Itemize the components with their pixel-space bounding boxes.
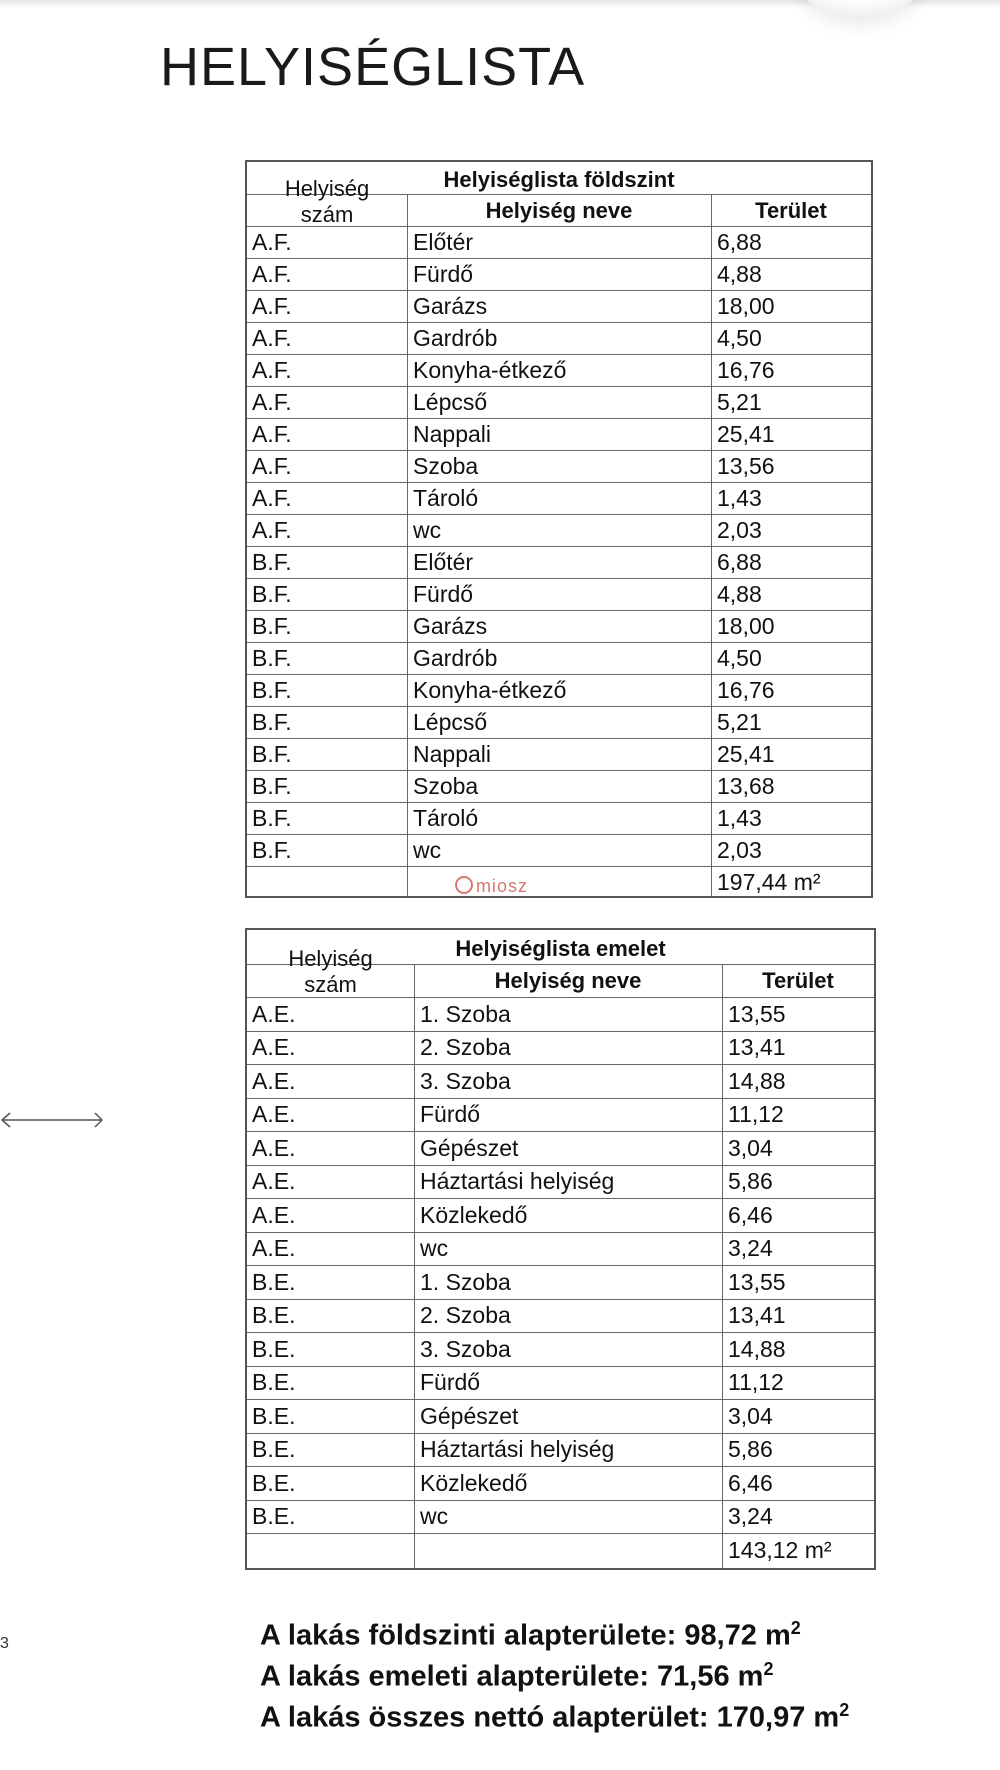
column-header-name: Helyiség neve — [485, 198, 633, 223]
room-name: Szoba — [413, 773, 479, 799]
room-number: A.F. — [252, 453, 292, 479]
upper-floor-table — [245, 928, 876, 1570]
summary-upper-unit: 2 — [763, 1659, 774, 1679]
row-divider — [247, 866, 871, 867]
room-name: wc — [413, 837, 442, 863]
room-number: A.F. — [252, 229, 292, 255]
room-name: Közlekedő — [420, 1469, 528, 1496]
room-area: 25,41 — [717, 741, 775, 767]
room-area: 4,88 — [717, 261, 762, 287]
room-area: 5,21 — [717, 709, 762, 735]
room-area: 3,24 — [728, 1503, 773, 1530]
room-number: A.E. — [252, 1235, 296, 1262]
ground-floor-table — [245, 160, 873, 898]
margin-number: 3 — [0, 1635, 9, 1652]
room-name: Fürdő — [413, 261, 474, 287]
row-divider — [247, 226, 871, 227]
row-divider — [247, 1299, 874, 1300]
row-divider — [247, 1131, 874, 1132]
row-divider — [247, 418, 871, 419]
column-header-name: Helyiség neve — [494, 968, 642, 994]
room-area: 14,88 — [728, 1335, 786, 1362]
room-number: B.E. — [252, 1302, 296, 1329]
watermark-logo-icon — [455, 876, 473, 894]
room-area: 3,04 — [728, 1402, 773, 1429]
summary-total-area — [260, 1700, 849, 1735]
room-area: 13,41 — [728, 1302, 786, 1329]
room-number: B.E. — [252, 1503, 296, 1530]
room-area: 13,41 — [728, 1034, 786, 1061]
room-name: Konyha-étkező — [413, 357, 567, 383]
room-number: B.F. — [252, 677, 292, 703]
room-name: Garázs — [413, 613, 488, 639]
row-divider — [247, 1433, 874, 1434]
summary-upper-text: A lakás emeleti alapterülete: 71,56 m — [260, 1660, 764, 1693]
row-divider — [247, 386, 871, 387]
total-area: 197,44 m² — [717, 869, 821, 895]
room-name: Lépcső — [413, 389, 488, 415]
column-header-number: Helyiség szám — [284, 176, 370, 227]
row-divider — [247, 1500, 874, 1501]
room-area: 2,03 — [717, 837, 762, 863]
summary-upper-area — [260, 1659, 773, 1694]
room-area: 16,76 — [717, 677, 775, 703]
row-divider — [247, 1399, 874, 1400]
room-number: B.E. — [252, 1402, 296, 1429]
row-divider — [247, 450, 871, 451]
row-divider — [247, 514, 871, 515]
room-area: 18,00 — [717, 293, 775, 319]
row-divider — [247, 1466, 874, 1467]
room-area: 1,43 — [717, 805, 762, 831]
room-number: B.F. — [252, 709, 292, 735]
room-area: 13,56 — [717, 453, 775, 479]
row-divider — [247, 1198, 874, 1199]
room-number: B.E. — [252, 1335, 296, 1362]
table-title: Helyiséglista emelet — [455, 935, 666, 961]
room-name: Gardrób — [413, 645, 498, 671]
room-number: B.E. — [252, 1268, 296, 1295]
room-name: Előtér — [413, 229, 474, 255]
row-divider — [247, 1232, 874, 1233]
room-number: A.F. — [252, 389, 292, 415]
row-divider — [247, 1265, 874, 1266]
room-area: 6,46 — [728, 1469, 773, 1496]
room-name: Konyha-étkező — [413, 677, 567, 703]
row-divider — [247, 1533, 874, 1534]
room-area: 4,50 — [717, 325, 762, 351]
room-area: 4,50 — [717, 645, 762, 671]
row-divider — [247, 1366, 874, 1367]
row-divider — [247, 1332, 874, 1333]
room-name: Nappali — [413, 741, 491, 767]
table-title: Helyiséglista földszint — [443, 167, 675, 192]
column-divider — [407, 194, 408, 896]
room-name: Tároló — [413, 805, 479, 831]
room-number: A.E. — [252, 1168, 296, 1195]
row-divider — [247, 997, 874, 998]
room-number: A.F. — [252, 325, 292, 351]
row-divider — [247, 706, 871, 707]
room-number: A.F. — [252, 293, 292, 319]
room-name: Fürdő — [420, 1101, 481, 1128]
room-area: 5,86 — [728, 1168, 773, 1195]
room-number: B.F. — [252, 549, 292, 575]
row-divider — [247, 578, 871, 579]
room-area: 4,88 — [717, 581, 762, 607]
room-number: A.E. — [252, 1201, 296, 1228]
room-name: Szoba — [413, 453, 479, 479]
room-name: Háztartási helyiség — [420, 1168, 615, 1195]
room-area: 3,24 — [728, 1235, 773, 1262]
room-name: wc — [420, 1503, 449, 1530]
room-area: 3,04 — [728, 1134, 773, 1161]
room-name: Fürdő — [420, 1369, 481, 1396]
room-area: 13,55 — [728, 1268, 786, 1295]
room-number: B.F. — [252, 581, 292, 607]
room-number: A.F. — [252, 517, 292, 543]
row-divider — [247, 1098, 874, 1099]
column-header-number: Helyiség szám — [288, 945, 373, 997]
room-name: Garázs — [413, 293, 488, 319]
room-number: B.F. — [252, 805, 292, 831]
summary-ground-text: A lakás földszinti alapterülete: 98,72 m — [260, 1619, 791, 1652]
room-number: B.F. — [252, 773, 292, 799]
room-area: 11,12 — [728, 1101, 784, 1128]
watermark — [455, 876, 528, 897]
room-name: Tároló — [413, 485, 479, 511]
double-arrow-icon — [0, 1110, 105, 1130]
row-divider — [247, 322, 871, 323]
column-header-area: Terület — [762, 968, 834, 994]
summary-total-text: A lakás összes nettó alapterület: 170,97 m — [260, 1701, 840, 1734]
column-divider — [711, 194, 712, 896]
room-number: A.E. — [252, 1067, 296, 1094]
room-name: wc — [413, 517, 442, 543]
row-divider — [247, 354, 871, 355]
room-name: Lépcső — [413, 709, 488, 735]
room-name: 2. Szoba — [420, 1034, 511, 1061]
room-name: 1. Szoba — [420, 1268, 511, 1295]
room-name: Háztartási helyiség — [420, 1436, 615, 1463]
row-divider — [247, 546, 871, 547]
room-number: B.F. — [252, 741, 292, 767]
row-divider — [247, 482, 871, 483]
summary-ground-area — [260, 1618, 801, 1653]
room-name: 3. Szoba — [420, 1067, 511, 1094]
room-area: 1,43 — [717, 485, 762, 511]
row-divider — [247, 610, 871, 611]
room-name: Gardrób — [413, 325, 498, 351]
room-area: 18,00 — [717, 613, 775, 639]
row-divider — [247, 674, 871, 675]
row-divider — [247, 642, 871, 643]
row-divider — [247, 834, 871, 835]
room-area: 11,12 — [728, 1369, 784, 1396]
total-area: 143,12 m² — [728, 1536, 832, 1563]
row-divider — [247, 1031, 874, 1032]
row-divider — [247, 290, 871, 291]
room-name: Gépészet — [420, 1402, 519, 1429]
room-number: B.E. — [252, 1469, 296, 1496]
room-number: A.F. — [252, 421, 292, 447]
watermark-text: miosz — [476, 876, 529, 896]
room-area: 5,86 — [728, 1436, 773, 1463]
room-number: A.E. — [252, 1101, 296, 1128]
room-area: 16,76 — [717, 357, 775, 383]
room-number: A.E. — [252, 1134, 296, 1161]
room-number: B.F. — [252, 613, 292, 639]
summary-ground-unit: 2 — [790, 1618, 801, 1638]
room-number: A.E. — [252, 1034, 296, 1061]
summary-total-unit: 2 — [839, 1700, 850, 1720]
room-area: 25,41 — [717, 421, 775, 447]
row-divider — [247, 802, 871, 803]
room-area: 14,88 — [728, 1067, 786, 1094]
room-number: B.E. — [252, 1369, 296, 1396]
room-number: B.E. — [252, 1436, 296, 1463]
room-name: wc — [420, 1235, 449, 1262]
page-title: HELYISÉGLISTA — [160, 37, 586, 97]
row-divider — [247, 258, 871, 259]
room-number: A.F. — [252, 261, 292, 287]
room-number: B.F. — [252, 837, 292, 863]
room-area: 6,88 — [717, 549, 762, 575]
room-name: Gépészet — [420, 1134, 519, 1161]
room-name: Előtér — [413, 549, 474, 575]
room-name: 3. Szoba — [420, 1335, 511, 1362]
row-divider — [247, 738, 871, 739]
room-name: Nappali — [413, 421, 491, 447]
room-name: 2. Szoba — [420, 1302, 511, 1329]
room-area: 13,68 — [717, 773, 775, 799]
room-name: 1. Szoba — [420, 1000, 511, 1027]
room-area: 6,88 — [717, 229, 762, 255]
column-header-area: Terület — [755, 198, 827, 223]
room-name: Közlekedő — [420, 1201, 528, 1228]
room-number: A.F. — [252, 485, 292, 511]
row-divider — [247, 1165, 874, 1166]
room-name: Fürdő — [413, 581, 474, 607]
room-area: 6,46 — [728, 1201, 773, 1228]
room-area: 13,55 — [728, 1000, 786, 1027]
room-number: A.E. — [252, 1000, 296, 1027]
room-area: 2,03 — [717, 517, 762, 543]
room-number: A.F. — [252, 357, 292, 383]
room-area: 5,21 — [717, 389, 762, 415]
row-divider — [247, 1064, 874, 1065]
row-divider — [247, 770, 871, 771]
room-number: B.F. — [252, 645, 292, 671]
